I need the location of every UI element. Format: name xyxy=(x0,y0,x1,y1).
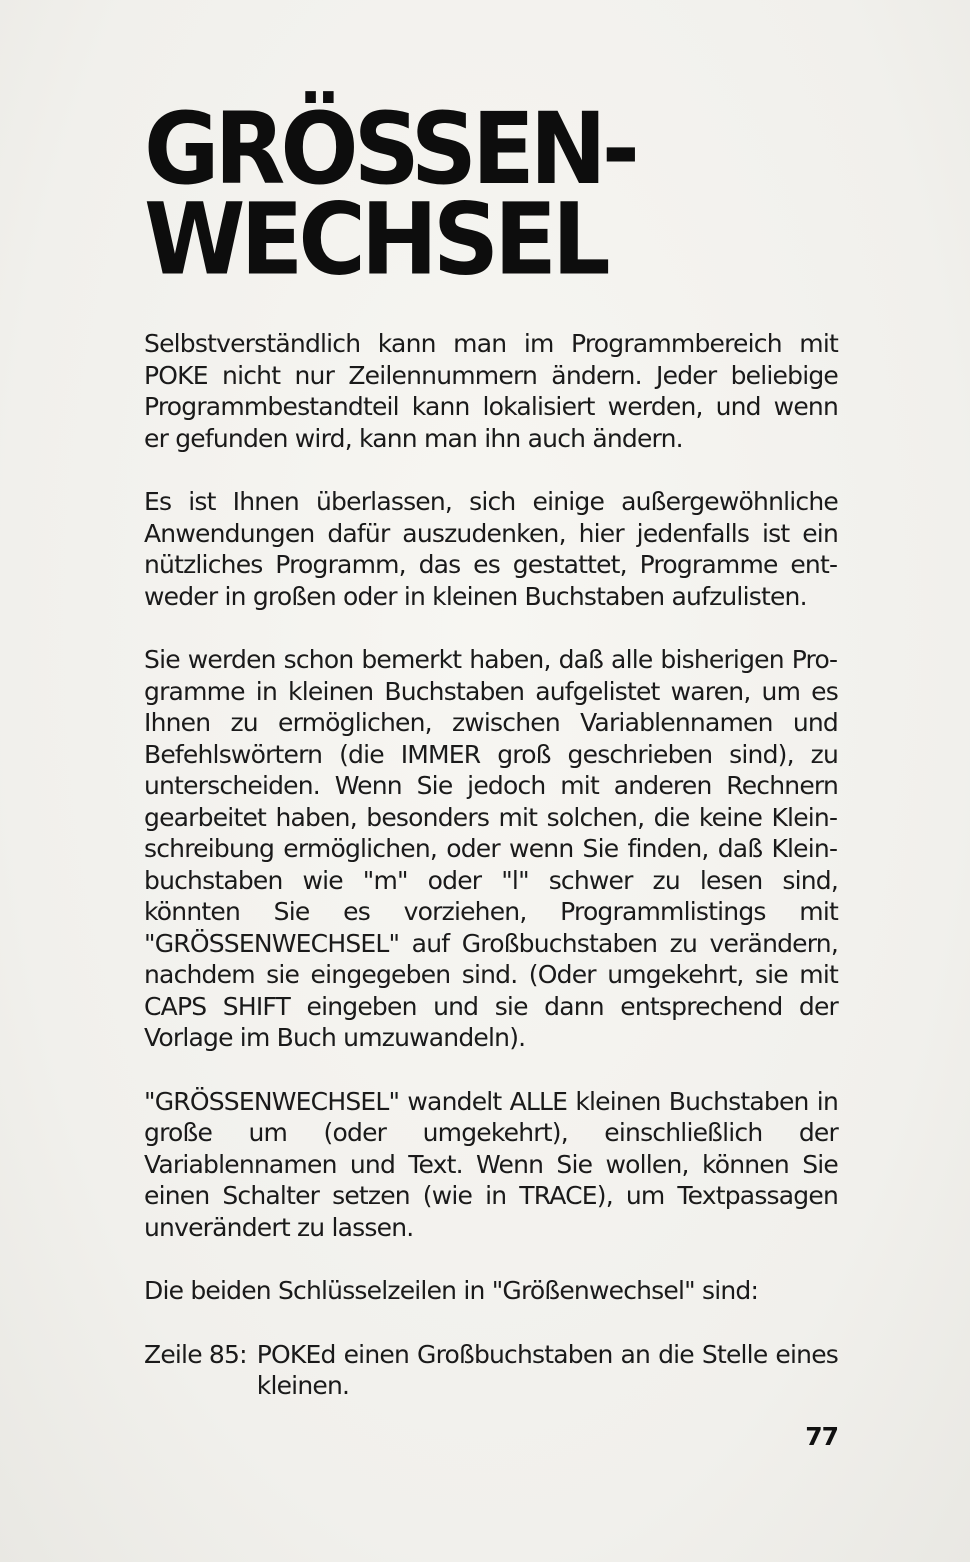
line-entry xyxy=(144,1339,838,1402)
chapter-title-line-2: WECHSEL xyxy=(144,181,606,298)
paragraph-4: "GRÖSSENWECHSEL" wandelt ALLE kleinen Buchstaben in große um (oder umgekehrt), einschließlich der Variablennamen und Text. Wenn Sie wollen, können Sie einen Schalter setzen (wie in TRACE), um Textpassagen unverändert zu lassen. xyxy=(144,1086,838,1242)
line-entry-label: Zeile 85: xyxy=(144,1339,247,1369)
page-number: 77 xyxy=(805,1422,838,1451)
chapter-title-line-1: GRÖSSEN- xyxy=(144,91,635,207)
body-text xyxy=(144,328,838,1402)
paragraph-1: Selbstverständlich kann man im Programmbereich mit POKE nicht nur Zeilennummern ändern. Jeder beliebige Programmbestandteil kann lokalisiert werden, und wenn er gefunden wird, kann man ihn auch ändern. xyxy=(144,329,838,453)
paragraph-2: Es ist Ihnen überlassen, sich einige außergewöhnliche Anwendungen dafür auszudenken, hier jedenfalls ist ein nützliches Programm, das es gestattet, Programme entweder in großen oder in kleinen Buchstaben aufzulisten. xyxy=(144,487,838,611)
line-entry-text: POKEd einen Großbuchstaben an die Stelle eines kleinen. xyxy=(256,1339,838,1400)
chapter-title xyxy=(144,91,635,298)
paragraph-3: Sie werden schon bemerkt haben, daß alle bisherigen Programme in kleinen Buchstaben aufgelistet waren, um es Ihnen zu ermöglichen, zwischen Variablennamen und Befehlswörtern (die IMMER groß geschrieben sind), zu unterscheiden. Wenn Sie jedoch mit anderen Rechnern gearbeitet haben, besonders mit solchen, die keine Kleinschreibung ermöglichen, oder wenn Sie finden, daß Kleinbuchstaben wie "m" oder "l" schwer zu lesen sind, könnten Sie es vorziehen, Programmlistings mit "GRÖSSENWECHSEL" auf Großbuchstaben zu verändern, nachdem sie eingegeben sind. (Oder umgekehrt, sie mit CAPS SHIFT eingeben und sie dann entsprechend der Vorlage im Buch umzuwandeln). xyxy=(144,645,838,1052)
paragraph-5: Die beiden Schlüsselzeilen in "Größenwechsel" sind: xyxy=(144,1276,759,1305)
